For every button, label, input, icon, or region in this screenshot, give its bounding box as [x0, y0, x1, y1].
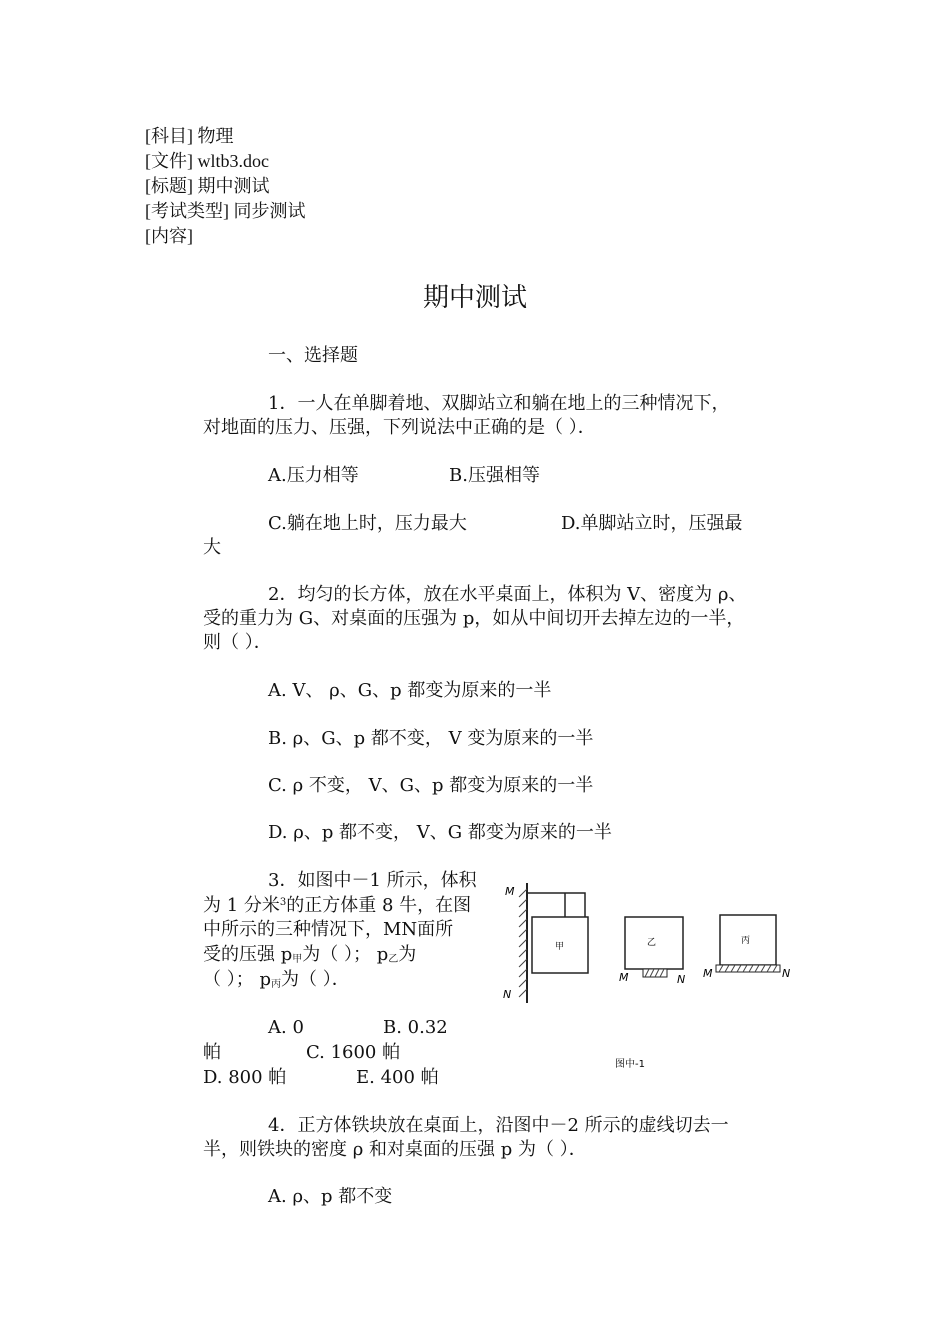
q2-option-d: D. ρ、p 都不变， V、G 都变为原来的一半: [268, 822, 612, 843]
fig2-label-m: M: [619, 971, 629, 984]
q2-line3: 则（ ）．: [203, 632, 272, 653]
fig3-label-m: M: [703, 967, 713, 980]
q3-line2-text: 为 1 分米: [203, 895, 280, 916]
box-yi-label: 乙: [647, 938, 657, 948]
meta-content: [内容]: [145, 226, 193, 246]
q3-line4-text: 受的压强 p: [203, 944, 293, 965]
q2-option-b: B. ρ、G、p 都不变， V 变为原来的一半: [268, 728, 594, 749]
q3-option-b-unit: 帕: [203, 1042, 221, 1063]
q3-line1: 3．如图中－1 所示，体积: [268, 870, 477, 891]
q3-option-c: C. 1600 帕: [306, 1042, 401, 1063]
q3-subscript-jia: 甲: [292, 954, 303, 965]
section-heading: 一、选择题: [268, 345, 358, 366]
q3-subscript-bing: 丙: [270, 979, 281, 990]
q3-option-e: E. 400 帕: [356, 1067, 439, 1088]
q1-option-c: C.躺在地上时，压力最大: [268, 513, 467, 534]
meta-file: [文件] wltb3.doc: [145, 151, 269, 171]
q3-line4: [203, 943, 416, 967]
q3-line2-text-cont: 的正方体重 8 牛，在图: [286, 895, 472, 916]
q4-option-a: A. ρ、p 都不变: [268, 1186, 393, 1207]
meta-subject: [科目] 物理: [145, 126, 234, 146]
page-title: 期中测试: [422, 283, 527, 313]
bracket: [527, 893, 585, 917]
q3-option-d: D. 800 帕: [203, 1067, 287, 1088]
q2-line1: 2．均匀的长方体，放在水平桌面上，体积为 V、密度为 ρ、: [268, 584, 747, 605]
q3-subscript-yi: 乙: [388, 954, 399, 965]
q3-line5: [203, 968, 350, 992]
fig1-label-m: M: [505, 885, 515, 898]
q3-line5-text-end: 为（ ）．: [280, 969, 350, 990]
box-jia-label: 甲: [555, 942, 565, 952]
q1-option-d-cont: 大: [203, 537, 221, 558]
q3-superscript: 3: [279, 897, 287, 908]
fig2-label-n: N: [677, 973, 686, 986]
q3-option-b: B. 0.32: [383, 1017, 448, 1038]
q3-line2: [203, 894, 471, 918]
q3-line3: 中所示的三种情况下，MN面所: [203, 919, 454, 940]
meta-exam-type: [考试类型] 同步测试: [145, 201, 306, 221]
q1-option-b: B.压强相等: [449, 465, 540, 486]
q3-option-a: A. 0: [268, 1017, 304, 1038]
q2-line2: 受的重力为 G、对桌面的压强为 p，如从中间切开去掉左边的一半，: [203, 608, 745, 629]
figure-zhong-1: [495, 875, 800, 1075]
fig1-label-n: N: [503, 988, 512, 1001]
figure-caption: 图中-1: [615, 1059, 645, 1070]
q3-line4-text-mid: 为（ ）； p: [302, 944, 389, 965]
q1-option-d: D.单脚站立时，压强最: [561, 513, 743, 534]
q1-option-a: A.压力相等: [268, 465, 359, 486]
box-bing-label: 丙: [741, 936, 751, 946]
q1-line2: 对地面的压力、压强，下列说法中正确的是（ ）．: [203, 417, 596, 438]
q2-option-a: A. V、 ρ、G、p 都变为原来的一半: [268, 680, 552, 701]
q1-line1: 1．一人在单脚着地、双脚站立和躺在地上的三种情况下，: [268, 393, 730, 414]
q3-line5-text: （ ）； p: [203, 969, 271, 990]
q3-line4-text-end: 为: [398, 944, 417, 965]
wall-hatching: [519, 889, 527, 997]
meta-title: [标题] 期中测试: [145, 176, 270, 196]
fig3-label-n: N: [782, 967, 791, 980]
q2-option-c: C. ρ 不变， V、G、p 都变为原来的一半: [268, 775, 594, 796]
q4-line2: 半，则铁块的密度 ρ 和对桌面的压强 p 为（ ）．: [203, 1139, 587, 1160]
q4-line1: 4．正方体铁块放在桌面上，沿图中－2 所示的虚线切去一: [268, 1115, 729, 1136]
